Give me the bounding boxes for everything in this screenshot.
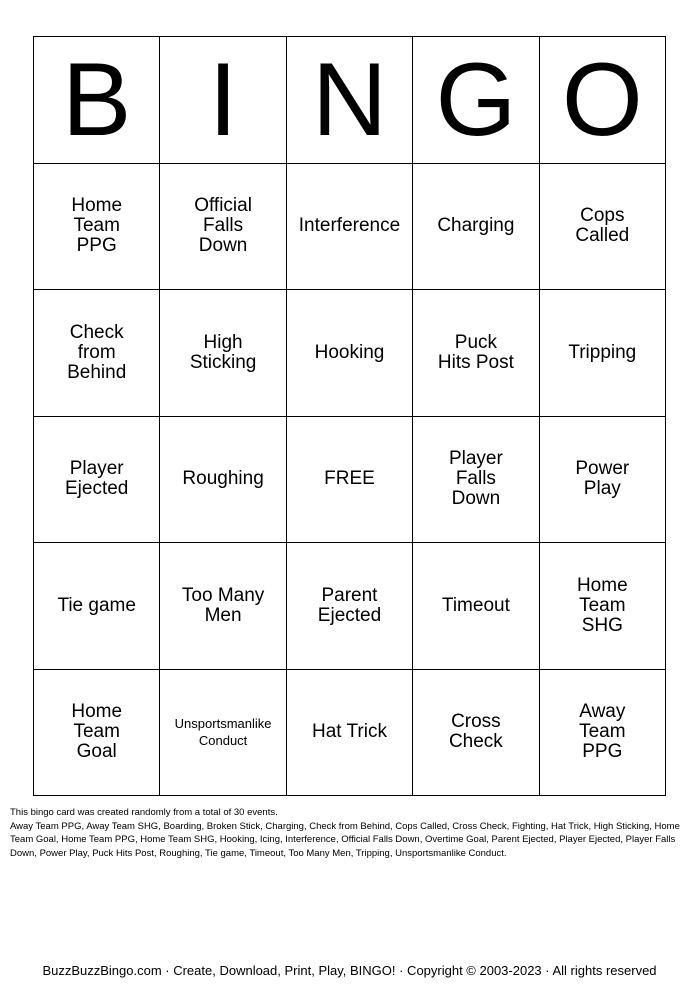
bingo-square: Player Ejected: [34, 417, 160, 544]
bingo-square: Power Play: [540, 417, 666, 544]
bingo-square: Interference: [287, 164, 413, 291]
bingo-square: Home Team PPG: [34, 164, 160, 291]
header-letter-i: I: [160, 37, 286, 164]
bingo-square: Charging: [413, 164, 539, 291]
events-footnote: [10, 806, 690, 860]
copyright-footer: BuzzBuzzBingo.com · Create, Download, Print, Play, BINGO! · Copyright © 2003-2023 · All rights reserved: [42, 963, 657, 978]
header-letter-o: O: [540, 37, 666, 164]
bingo-square: Check from Behind: [34, 290, 160, 417]
bingo-square: Too Many Men: [160, 543, 286, 670]
bingo-square: Cops Called: [540, 164, 666, 291]
header-letter-n: N: [287, 37, 413, 164]
bingo-square: Away Team PPG: [540, 670, 666, 797]
header-letter-b: B: [34, 37, 160, 164]
bingo-square: Cross Check: [413, 670, 539, 797]
bingo-card: [33, 36, 666, 796]
bingo-square: Home Team SHG: [540, 543, 666, 670]
bingo-square: Home Team Goal: [34, 670, 160, 797]
bingo-square: Official Falls Down: [160, 164, 286, 291]
bingo-square: High Sticking: [160, 290, 286, 417]
bingo-square: Player Falls Down: [413, 417, 539, 544]
bingo-square: Hat Trick: [287, 670, 413, 797]
bingo-square: Puck Hits Post: [413, 290, 539, 417]
bingo-square: Hooking: [287, 290, 413, 417]
bingo-square: Roughing: [160, 417, 286, 544]
footnote-summary: This bingo card was created randomly from a total of 30 events.: [10, 807, 278, 818]
bingo-square: Timeout: [413, 543, 539, 670]
bingo-square: Tripping: [540, 290, 666, 417]
bingo-square: Parent Ejected: [287, 543, 413, 670]
header-letter-g: G: [413, 37, 539, 164]
bingo-square: Unsportsmanlike Conduct: [160, 670, 286, 797]
bingo-square: Tie game: [34, 543, 160, 670]
footnote-event-list: Away Team PPG, Away Team SHG, Boarding, Broken Stick, Charging, Check from Behind, Cops Called, Cross Check, Fighting, Hat Trick, High Sticking, Home Team Goal, Home Team PPG, Home Team SHG, Hooking, Icing, Interference, Official Falls Down, Overtime Goal, Parent Ejected, Player Ejected, Player Falls Down, Power Play, Puck Hits Post, Roughing, Tie game, Timeout, Too Many Men, Tripping, Unsportsmanlike Conduct.: [10, 820, 680, 859]
free-square: FREE: [287, 417, 413, 544]
